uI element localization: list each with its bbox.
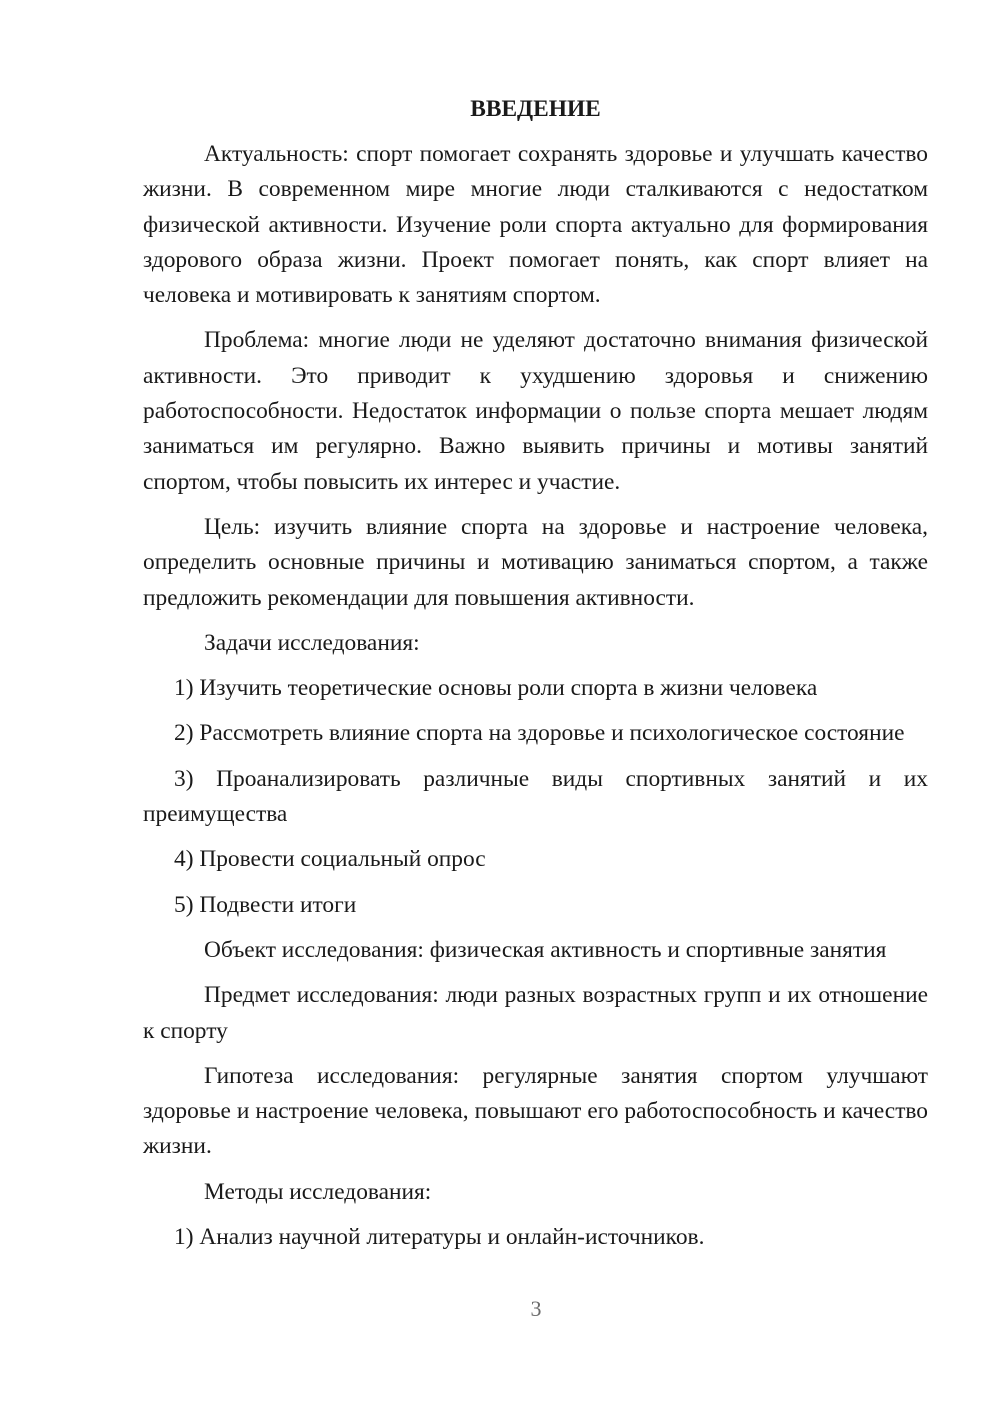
paragraph-relevance: Актуальность: спорт помогает сохранять здоровье и улучшать качество жизни. В современном мире многие люди сталкиваются с недостатком физической активности. Изучение роли спорта актуально для формирования здорового образа жизни. Проект помогает понять, как спорт влияет на человека и мотивировать к занятиям спортом. bbox=[143, 141, 928, 309]
paragraph-problem: Проблема: многие люди не уделяют достаточно внимания физической активности. Это приводит к ухудшению здоровья и снижению работоспособности. Недостаток информации о пользе спорта мешает людям заниматься им регулярно. Важно выявить причины и мотивы занятий спортом, чтобы повысить их интерес и участие. bbox=[143, 327, 928, 495]
task-item: 2) Рассмотреть влияние спорта на здоровье и психологическое состояние bbox=[174, 720, 905, 747]
paragraph-hypothesis: Гипотеза исследования: регулярные занятия спортом улучшают здоровье и настроение человека, повышают его работоспособность и качество жизни. bbox=[143, 1062, 928, 1160]
section-title: ВВЕДЕНИЕ bbox=[470, 96, 601, 122]
task-item: 3) Проанализировать различные виды спортивных занятий и их преимущества bbox=[143, 765, 928, 828]
paragraph-object: Объект исследования: физическая активность и спортивные занятия bbox=[204, 936, 887, 963]
paragraph-subject: Предмет исследования: люди разных возрастных групп и их отношение к спорту bbox=[143, 982, 928, 1044]
task-item: 4) Провести социальный опрос bbox=[174, 846, 486, 873]
task-item: 5) Подвести итоги bbox=[174, 891, 357, 918]
page-number: 3 bbox=[530, 1296, 542, 1321]
paragraph-goal: Цель: изучить влияние спорта на здоровье и настроение человека, определить основные причины и мотивацию заниматься спортом, а также предложить рекомендации для повышения активности. bbox=[143, 513, 928, 611]
document-page bbox=[143, 92, 928, 1265]
tasks-heading: Задачи исследования: bbox=[204, 629, 420, 656]
task-item: 1) Изучить теоретические основы роли спорта в жизни человека bbox=[174, 675, 818, 702]
method-item: 1) Анализ научной литературы и онлайн-источников. bbox=[174, 1224, 705, 1251]
methods-heading: Методы исследования: bbox=[204, 1178, 432, 1205]
